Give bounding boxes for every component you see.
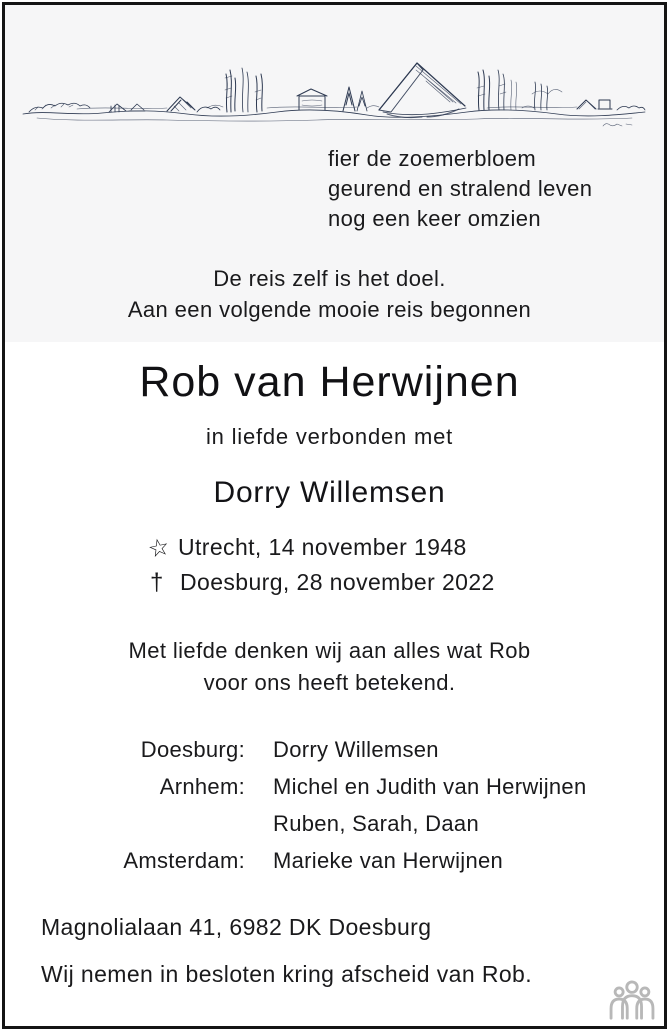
- epigraph-line: Aan een volgende mooie reis begonnen: [127, 297, 532, 322]
- city-label: Doesburg:: [140, 737, 245, 762]
- death-line: [148, 565, 495, 600]
- poem-line: fier de zoemerbloem: [328, 146, 537, 171]
- epigraph-block: [5, 263, 654, 325]
- relation-line: in liefde verbonden met: [205, 424, 454, 449]
- closing-line: Wij nemen in besloten kring afscheid van Rob.: [41, 961, 533, 987]
- partner-name: Dorry Willemsen: [213, 476, 446, 509]
- family-names: Marieke van Herwijnen: [273, 848, 504, 873]
- birth-line: [145, 530, 495, 565]
- epigraph-line: De reis zelf is het doel.: [213, 266, 446, 291]
- poem-line: geurend en stralend leven: [328, 176, 593, 201]
- family-row: [5, 731, 664, 768]
- tribute-line: Met liefde denken wij aan alles wat Rob: [128, 638, 531, 663]
- family-row: [5, 842, 664, 879]
- death-text: Doesburg, 28 november 2022: [180, 569, 495, 595]
- tribute-line: voor ons heeft betekend.: [203, 670, 456, 695]
- city-label: Amsterdam:: [123, 848, 245, 873]
- family-row: [5, 805, 664, 842]
- artist-signature: [603, 124, 632, 126]
- poem-line: nog een keer omzien: [328, 206, 542, 231]
- village-landscape-sketch: [17, 50, 652, 142]
- poem-block: [328, 144, 592, 234]
- birth-star-icon: ☆: [145, 532, 173, 564]
- family-names: Ruben, Sarah, Daan: [273, 811, 479, 836]
- death-dagger-icon: †: [150, 569, 164, 596]
- city-label: [5, 805, 245, 842]
- city-label: Arnhem:: [159, 774, 245, 799]
- family-row: [5, 768, 664, 805]
- notice-frame: [2, 2, 667, 1029]
- family-list: [5, 731, 664, 879]
- people-group-logo-icon: [608, 980, 656, 1020]
- address-line: Magnolialaan 41, 6982 DK Doesburg: [41, 914, 432, 940]
- tribute-block: [5, 635, 654, 699]
- life-dates-block: [145, 530, 495, 600]
- deceased-name: Rob van Herwijnen: [139, 358, 520, 406]
- birth-text: Utrecht, 14 november 1948: [178, 534, 467, 560]
- family-names: Dorry Willemsen: [273, 737, 439, 762]
- family-names: Michel en Judith van Herwijnen: [273, 774, 587, 799]
